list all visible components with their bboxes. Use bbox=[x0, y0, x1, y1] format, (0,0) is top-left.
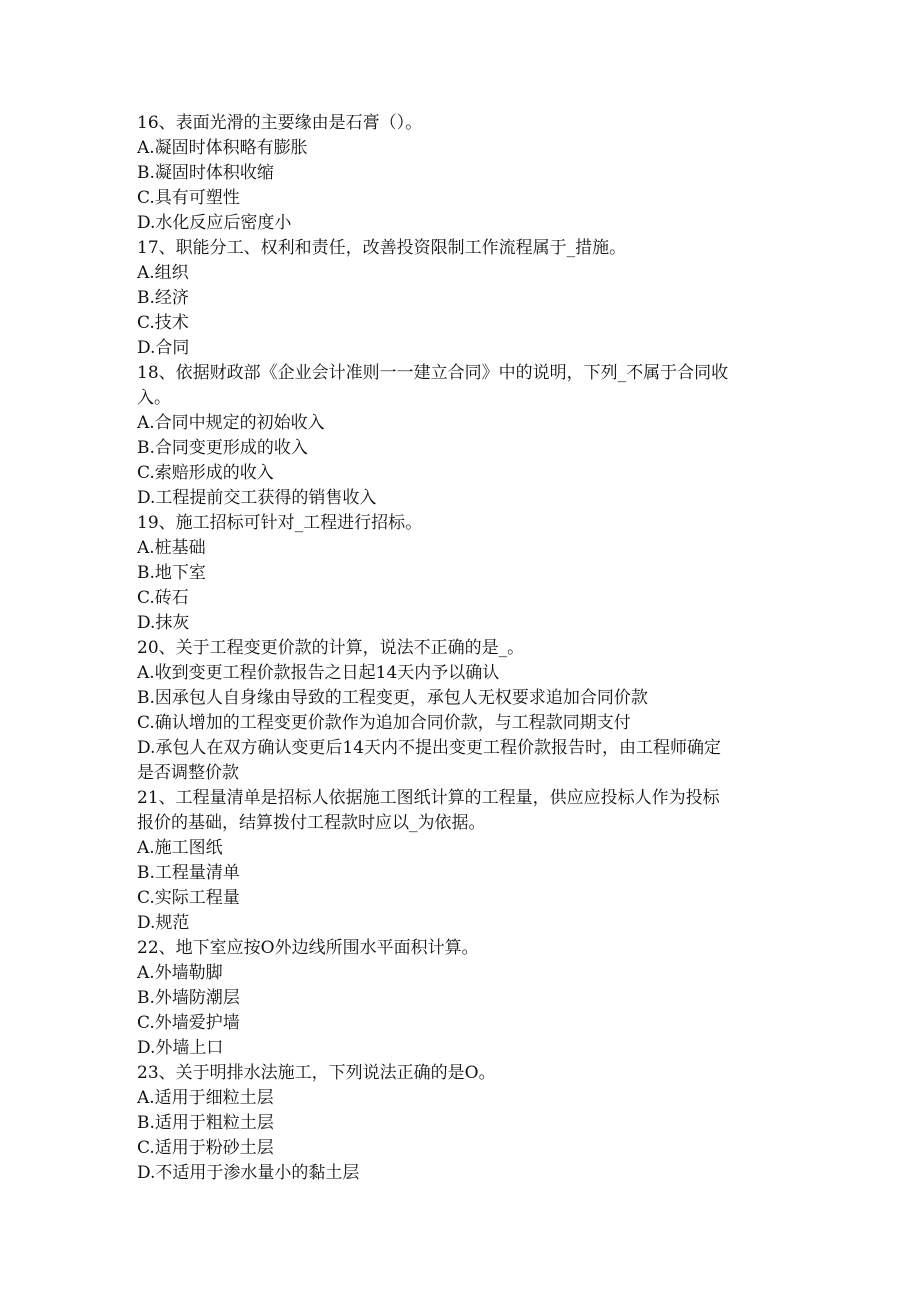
option-c: C.技术 bbox=[137, 313, 189, 333]
option-d: D.承包人在双方确认变更后14天内不提出变更工程价款报告时，由工程师确定 bbox=[137, 738, 722, 758]
question-16 bbox=[137, 111, 797, 236]
option-a: A.施工图纸 bbox=[137, 838, 223, 858]
option-d: D.规范 bbox=[137, 913, 190, 933]
option-d: D.工程提前交工获得的销售收入 bbox=[137, 488, 377, 508]
option-a: A.凝固时体积略有膨胀 bbox=[137, 138, 308, 158]
question-22 bbox=[137, 936, 797, 1061]
question-18 bbox=[137, 361, 797, 511]
question-stem-continued: 入。 bbox=[137, 388, 171, 408]
option-a: A.收到变更工程价款报告之日起14天内予以确认 bbox=[137, 663, 500, 683]
option-b: B.地下室 bbox=[137, 563, 206, 583]
option-a: A.适用于细粒土层 bbox=[137, 1088, 274, 1108]
option-c: C.具有可塑性 bbox=[137, 188, 240, 208]
option-c: C.适用于粉砂土层 bbox=[137, 1138, 274, 1158]
option-b: B.因承包人自身缘由导致的工程变更，承包人无权要求追加合同价款 bbox=[137, 688, 648, 708]
option-b: B.适用于粗粒土层 bbox=[137, 1113, 274, 1133]
question-20 bbox=[137, 636, 797, 786]
question-stem: 22、地下室应按O外边线所围水平面积计算。 bbox=[137, 938, 479, 958]
option-a: A.组织 bbox=[137, 263, 189, 283]
option-b: B.外墙防潮层 bbox=[137, 988, 240, 1008]
option-b: B.合同变更形成的收入 bbox=[137, 438, 308, 458]
option-b: B.经济 bbox=[137, 288, 189, 308]
option-c: C.确认增加的工程变更价款作为追加合同价款，与工程款同期支付 bbox=[137, 713, 631, 733]
option-c: C.索赔形成的收入 bbox=[137, 463, 274, 483]
question-stem: 16、表面光滑的主要缘由是石膏（）。 bbox=[137, 113, 423, 133]
option-c: C.外墙爱护墙 bbox=[137, 1013, 240, 1033]
option-d: D.不适用于渗水量小的黏土层 bbox=[137, 1163, 360, 1183]
option-d-continued: 是否调整价款 bbox=[137, 763, 239, 783]
question-stem: 23、关于明排水法施工，下列说法正确的是O。 bbox=[137, 1063, 496, 1083]
option-b: B.工程量清单 bbox=[137, 863, 240, 883]
question-17 bbox=[137, 236, 797, 361]
question-21 bbox=[137, 786, 797, 936]
option-d: D.抹灰 bbox=[137, 613, 190, 633]
option-c: C.砖石 bbox=[137, 588, 189, 608]
question-stem-continued: 报价的基础，结算拨付工程款时应以_为依据。 bbox=[137, 813, 486, 833]
option-d: D.合同 bbox=[137, 338, 190, 358]
option-a: A.外墙勒脚 bbox=[137, 963, 223, 983]
question-stem: 18、依据财政部《企业会计准则一一建立合同》中的说明，下列_不属于合同收 bbox=[137, 363, 729, 383]
question-list bbox=[137, 111, 797, 1186]
question-stem: 17、职能分工、权利和责任，改善投资限制工作流程属于_措施。 bbox=[137, 238, 627, 258]
question-stem: 20、关于工程变更价款的计算，说法不正确的是_。 bbox=[137, 638, 525, 658]
option-d: D.水化反应后密度小 bbox=[137, 213, 292, 233]
option-d: D.外墙上口 bbox=[137, 1038, 224, 1058]
question-stem: 19、施工招标可针对_工程进行招标。 bbox=[137, 513, 423, 533]
question-19 bbox=[137, 511, 797, 636]
question-stem: 21、工程量清单是招标人依据施工图纸计算的工程量，供应应投标人作为投标 bbox=[137, 788, 720, 808]
option-b: B.凝固时体积收缩 bbox=[137, 163, 274, 183]
option-c: C.实际工程量 bbox=[137, 888, 240, 908]
question-23 bbox=[137, 1061, 797, 1186]
option-a: A.桩基础 bbox=[137, 538, 206, 558]
option-a: A.合同中规定的初始收入 bbox=[137, 413, 325, 433]
